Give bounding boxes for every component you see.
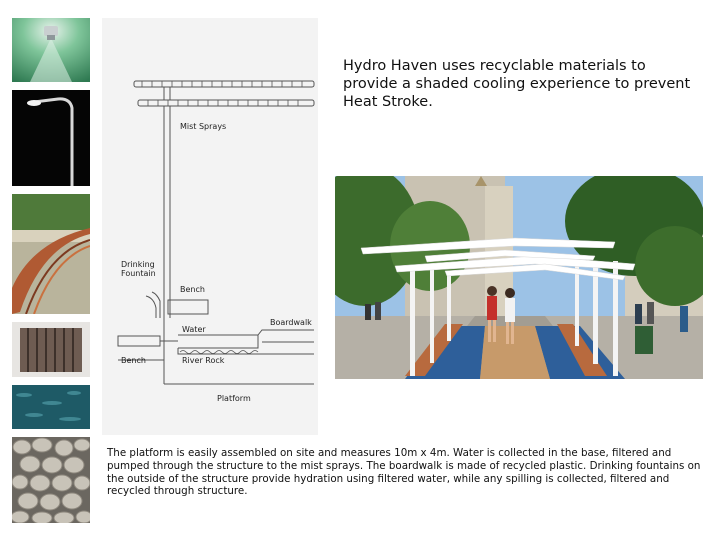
platform-label: Platform — [217, 394, 251, 403]
river-rocks-image — [12, 437, 90, 523]
water-surface-image — [12, 385, 90, 429]
section-sketch-diagram — [102, 18, 318, 435]
boardwalk-label: Boardwalk — [270, 318, 312, 327]
drinking-fountain-label-line2: Fountain — [121, 269, 156, 278]
curved-bench-image — [12, 194, 90, 314]
drinking-fountain-label-line1: Drinking — [121, 260, 155, 269]
plastic-decking-image — [12, 322, 90, 377]
water-label: Water — [182, 325, 206, 334]
description-text: The platform is easily assembled on site and measures 10m x 4m. Water is collected in the base, filtered and pumped through the structure to the mist sprays. The boardwalk is made of recycled plastic. Drinking fountains on the outside of the structure provide hydration using filtered water, while any spilling is collected, filtered and recycled through structure. — [107, 447, 701, 498]
street-photo — [335, 176, 703, 379]
headline-text: Hydro Haven uses recyclable materials to provide a shaded cooling experience to prevent Heat Stroke. — [343, 58, 691, 110]
mist-sprays-label: Mist Sprays — [180, 122, 227, 131]
bench-lower-label: Bench — [121, 356, 146, 365]
mist-nozzle-image — [12, 18, 90, 82]
street-lamp-image — [12, 90, 90, 186]
bench-upper-label: Bench — [180, 285, 205, 294]
river-rock-label: River Rock — [182, 356, 225, 365]
